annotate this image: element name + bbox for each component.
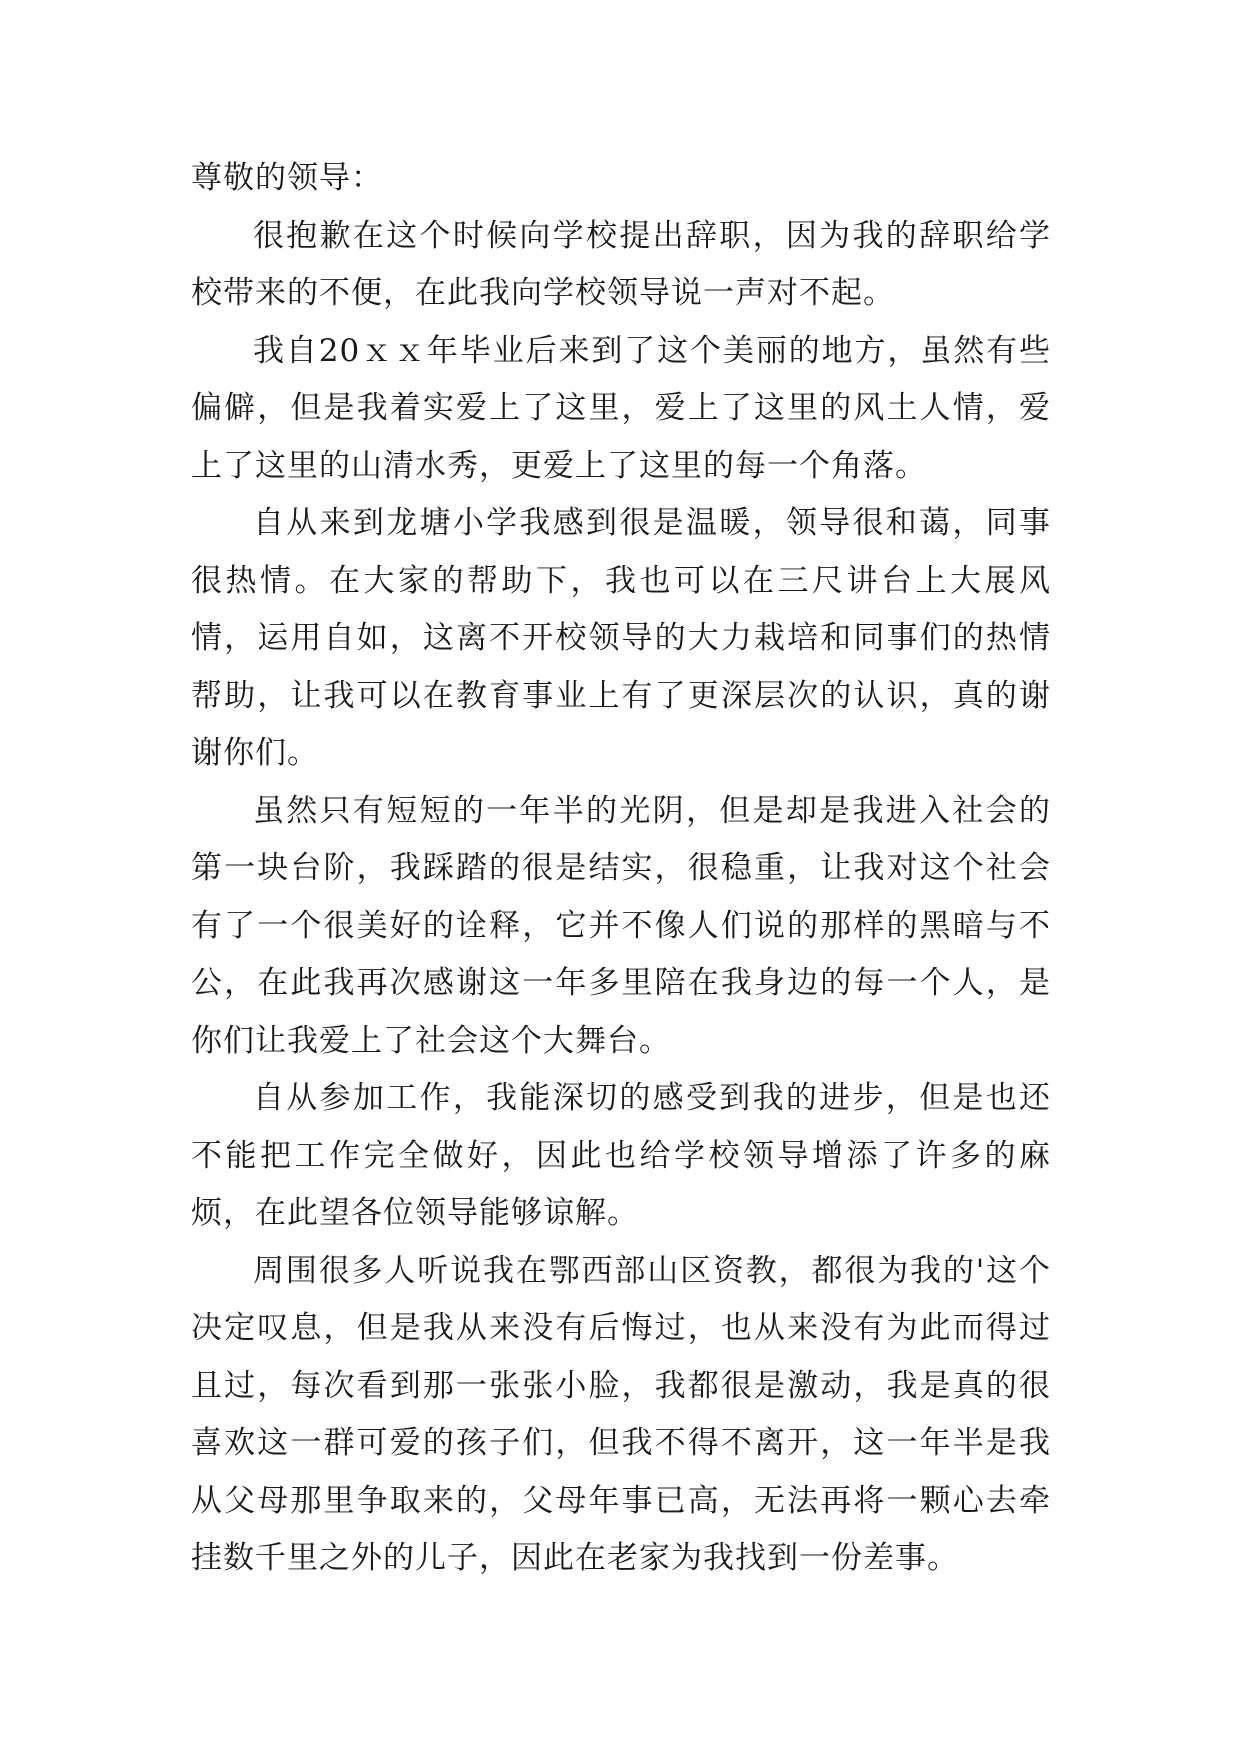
paragraph-reason: 周围很多人听说我在鄂西部山区资教，都很为我的'这个决定叹息，但是我从来没有后悔过，也从来没有为此而得过且过，每次看到那一张张小脸，我都很是激动，我是真的很喜欢这一群可爱的孩子们，但我不得不离开，这一年半是我从父母那里争取来的，父母年事已高，无法再将一颗心去牵挂数千里之外的儿子，因此在老家为我找到一份差事。 — [191, 1252, 1051, 1576]
paragraph-first-step: 虽然只有短短的一年半的光阴，但是却是我进入社会的第一块台阶，我踩踏的很是结实，很稳重，让我对这个社会有了一个很美好的诠释，它并不像人们说的那样的黑暗与不公，在此我再次感谢这一年多里陪在我身边的每一个人，是你们让我爱上了社会这个大舞台。 — [191, 792, 1051, 1059]
paragraph-progress: 自从参加工作，我能深切的感受到我的进步，但是也还不能把工作完全做好，因此也给学校领导增添了许多的麻烦，在此望各位领导能够谅解。 — [191, 1080, 1051, 1231]
letter-body — [191, 150, 1051, 1588]
paragraph-arrival: 我自20ｘｘ年毕业后来到了这个美丽的地方，虽然有些偏僻，但是我着实爱上了这里，爱上了这里的风土人情，爱上了这里的山清水秀，更爱上了这里的每一个角落。 — [191, 332, 1051, 484]
paragraph-school-warmth: 自从来到龙塘小学我感到很是温暖，领导很和蔼，同事很热情。在大家的帮助下，我也可以在三尺讲台上大展风情，运用自如，这离不开校领导的大力栽培和同事们的热情帮助，让我可以在教育事业上有了更深层次的认识，真的谢谢你们。 — [191, 505, 1051, 771]
paragraph-apology: 很抱歉在这个时候向学校提出辞职，因为我的辞职给学校带来的不便，在此我向学校领导说一声对不起。 — [191, 217, 1051, 311]
salutation: 尊敬的领导： — [191, 160, 383, 196]
